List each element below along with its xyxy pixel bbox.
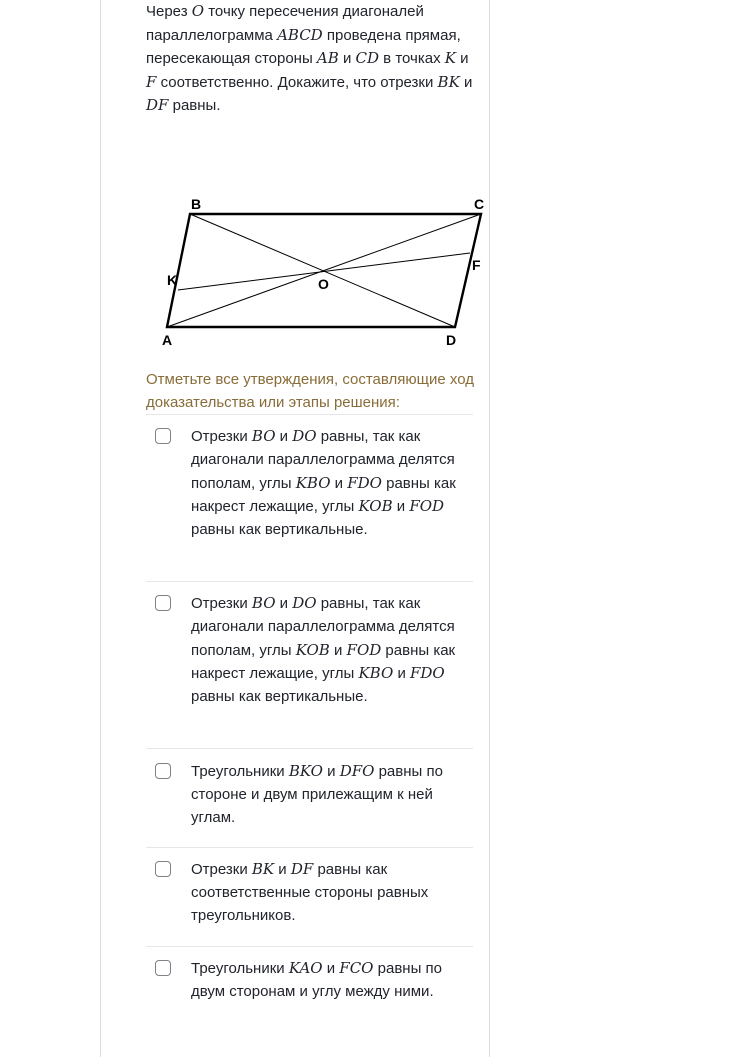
math-term: BK bbox=[251, 860, 275, 878]
text-run: и bbox=[455, 50, 469, 67]
text-run: проведена прямая, пересекающая стороны bbox=[146, 26, 461, 67]
math-term: DO bbox=[292, 427, 317, 445]
text-run: и bbox=[393, 665, 410, 683]
text-run: равны как вертикальные. bbox=[191, 521, 368, 539]
text-run: равны, так как диагонали параллелограмма делятся пополам, углы bbox=[191, 428, 455, 492]
math-term: DF bbox=[290, 860, 314, 878]
text-run: и bbox=[330, 474, 348, 492]
option-4-checkbox[interactable] bbox=[155, 861, 171, 877]
text-run: и bbox=[459, 73, 473, 91]
label-c: C bbox=[474, 196, 485, 212]
divider bbox=[146, 847, 473, 848]
math-term: FCO bbox=[339, 959, 374, 977]
math-term: KBO bbox=[295, 473, 331, 492]
option-2-checkbox[interactable] bbox=[155, 595, 171, 611]
option-5-checkbox[interactable] bbox=[155, 960, 171, 976]
math-term: DFO bbox=[339, 762, 375, 780]
math-term: FOD bbox=[346, 640, 382, 659]
instruction-text: Отметьте все утверждения, составляющие ход доказательства или этапы решения: bbox=[146, 371, 474, 411]
problem-statement bbox=[146, 0, 476, 118]
text-run: и bbox=[338, 50, 356, 67]
label-k: K bbox=[167, 272, 178, 288]
label-f: F bbox=[472, 257, 481, 273]
label-o: O bbox=[318, 276, 329, 292]
parallelogram-diagram bbox=[150, 186, 495, 351]
text-run: Отрезки bbox=[191, 595, 252, 612]
math-term: K bbox=[444, 49, 456, 67]
text-run: равны как вертикальные. bbox=[191, 688, 368, 706]
divider bbox=[146, 748, 473, 749]
text-run: равны как накрест лежащие, углы bbox=[191, 641, 456, 683]
math-term: CD bbox=[355, 49, 380, 67]
option-3-checkbox[interactable] bbox=[155, 763, 171, 779]
divider bbox=[146, 581, 473, 582]
text-run: и bbox=[329, 641, 347, 659]
math-term: FOD bbox=[409, 497, 445, 516]
divider bbox=[146, 414, 473, 415]
text-run: равны как соответственные стороны равных треугольников. bbox=[191, 861, 429, 924]
text-run: равны как накрест лежащие, углы bbox=[191, 474, 456, 516]
math-term: FDO bbox=[410, 664, 445, 683]
text-run: соответственно. Докажите, что отрезки bbox=[156, 73, 438, 91]
text-run: и bbox=[274, 861, 291, 878]
diagonal-bd bbox=[190, 214, 455, 327]
label-a: A bbox=[162, 332, 173, 348]
divider bbox=[146, 946, 473, 947]
text-run: равны по стороне и двум прилежащим к ней углам. bbox=[191, 763, 443, 826]
math-term: AB bbox=[316, 49, 339, 67]
math-term: O bbox=[191, 2, 205, 20]
diagonal-ac bbox=[167, 214, 481, 327]
math-term: DO bbox=[292, 594, 317, 612]
text-run: и bbox=[322, 960, 340, 977]
option-4-text bbox=[191, 858, 471, 927]
text-run: Отрезки bbox=[191, 861, 252, 878]
label-d: D bbox=[446, 332, 457, 348]
text-run: и bbox=[322, 763, 340, 780]
math-term: KOB bbox=[295, 640, 330, 659]
text-run: Треугольники bbox=[191, 960, 289, 977]
math-term: BO bbox=[251, 594, 276, 612]
text-run: и bbox=[275, 595, 293, 612]
option-3-text bbox=[191, 760, 471, 829]
text-run: Через bbox=[146, 3, 192, 20]
math-term: FDO bbox=[347, 473, 382, 492]
label-b: B bbox=[191, 196, 202, 212]
text-run: и bbox=[392, 498, 410, 516]
option-5-text bbox=[191, 957, 471, 1004]
math-term: BK bbox=[437, 72, 460, 91]
text-run: Треугольники bbox=[191, 763, 289, 780]
math-term: F bbox=[146, 72, 157, 91]
math-term: KOB bbox=[358, 497, 393, 516]
option-1-text bbox=[191, 425, 471, 542]
option-1-checkbox[interactable] bbox=[155, 428, 171, 444]
text-run: Отрезки bbox=[191, 428, 252, 445]
math-term: BKO bbox=[288, 762, 323, 780]
text-run: равны, так как диагонали параллелограмма делятся пополам, углы bbox=[191, 595, 455, 659]
text-run: равны. bbox=[168, 97, 221, 114]
text-run: равны по двум сторонам и углу между ними. bbox=[191, 960, 443, 1000]
text-run: в точках bbox=[379, 50, 445, 67]
math-term: KBO bbox=[358, 664, 394, 683]
text-run: и bbox=[275, 428, 293, 445]
math-term: KAO bbox=[288, 959, 323, 977]
math-term: DF bbox=[146, 96, 169, 114]
text-run: точку пересечения диагоналей параллелограмма bbox=[146, 3, 424, 44]
option-2-text bbox=[191, 592, 471, 709]
math-term: BO bbox=[251, 427, 276, 445]
math-term: ABCD bbox=[277, 25, 323, 44]
